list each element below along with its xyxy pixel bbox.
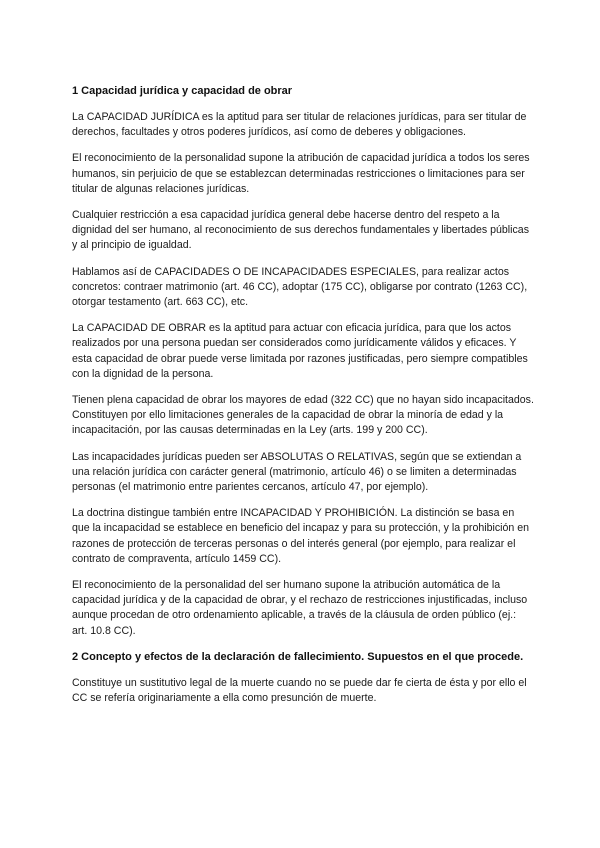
paragraph-capacidad-obrar: La CAPACIDAD DE OBRAR es la aptitud para actuar con eficacia jurídica, para que los actos realizados por una persona puedan ser considerados como jurídicamente válidos y eficaces. Y esta capacidad de obrar puede verse limitada por razones justificadas, pero siempre compatibles con la dignidad de la persona. [72,322,528,380]
paragraph-restriccion: Cualquier restricción a esa capacidad jurídica general debe hacerse dentro del respeto a la dignidad del ser humano, al reconocimiento de sus derechos fundamentales y libertades públicas y al principio de igualdad. [72,209,529,252]
paragraph-plena-capacidad: Tienen plena capacidad de obrar los mayores de edad (322 CC) que no hayan sido incapacitados. Constituyen por ello limitaciones generales de la capacidad de obrar la minoría de edad y la incapacitación, por las causas determinadas en la Ley (arts. 199 y 200 CC). [72,394,534,437]
paragraph-incapacidades-absolutas-relativas: Las incapacidades jurídicas pueden ser ABSOLUTAS O RELATIVAS, según que se extiendan a una relación jurídica con carácter general (matrimonio, artículo 46) o se limiten a determinadas personas (el matrimonio entre parientes cercanos, artículo 47, por ejemplo). [72,450,522,494]
paragraph-capacidades-especiales: Hablamos así de CAPACIDADES O DE INCAPACIDADES ESPECIALES, para realizar actos concretos: contraer matrimonio (art. 46 CC), adoptar (175 CC), obligarse por contrato (1263 CC), otorgar testamento (art. 663 CC), etc. [72,265,528,309]
paragraph-capacidad-juridica: La CAPACIDAD JURÍDICA es la aptitud para ser titular de relaciones jurídicas, para ser titular de derechos, facultades y otros poderes jurídicos, así como de deberes y obligaciones. [72,111,527,139]
paragraph-reconocimiento-personalidad: El reconocimiento de la personalidad supone la atribución de capacidad jurídica a todos los seres humanos, sin perjuicio de que se establezcan determinadas restricciones o limitaciones para ser titular de algunas relaciones jurídicas. [72,152,530,195]
paragraph-reconocimiento-atribucion: El reconocimiento de la personalidad del ser humano supone la atribución automática de la capacidad jurídica y de la capacidad de obrar, y el rechazo de restricciones injustificadas, incluso aunque procedan de otro ordenamiento aplicable, a través de la cláusula de orden público (ej.: art. 10.8 CC). [72,579,528,637]
section-1-heading: 1 Capacidad jurídica y capacidad de obrar [72,85,293,97]
paragraph-sustitutivo-legal: Constituye un sustitutivo legal de la muerte cuando no se puede dar fe cierta de ésta y por ello el CC se refería originariamente a ella como presunción de muerte. [72,676,527,705]
paragraph-incapacidad-prohibicion: La doctrina distingue también entre INCAPACIDAD Y PROHIBICIÓN. La distinción se basa en que la incapacidad se establece en beneficio del incapaz y para su protección, y la prohibición en razones de protección de terceras personas o del interés general (por ejemplo, para realizar el contrato de compraventa, artículo 1459 CC). [72,507,530,565]
document-body [72,84,534,717]
section-2-heading: 2 Concepto y efectos de la declaración de fallecimiento. Supuestos en el que procede. [72,650,524,663]
